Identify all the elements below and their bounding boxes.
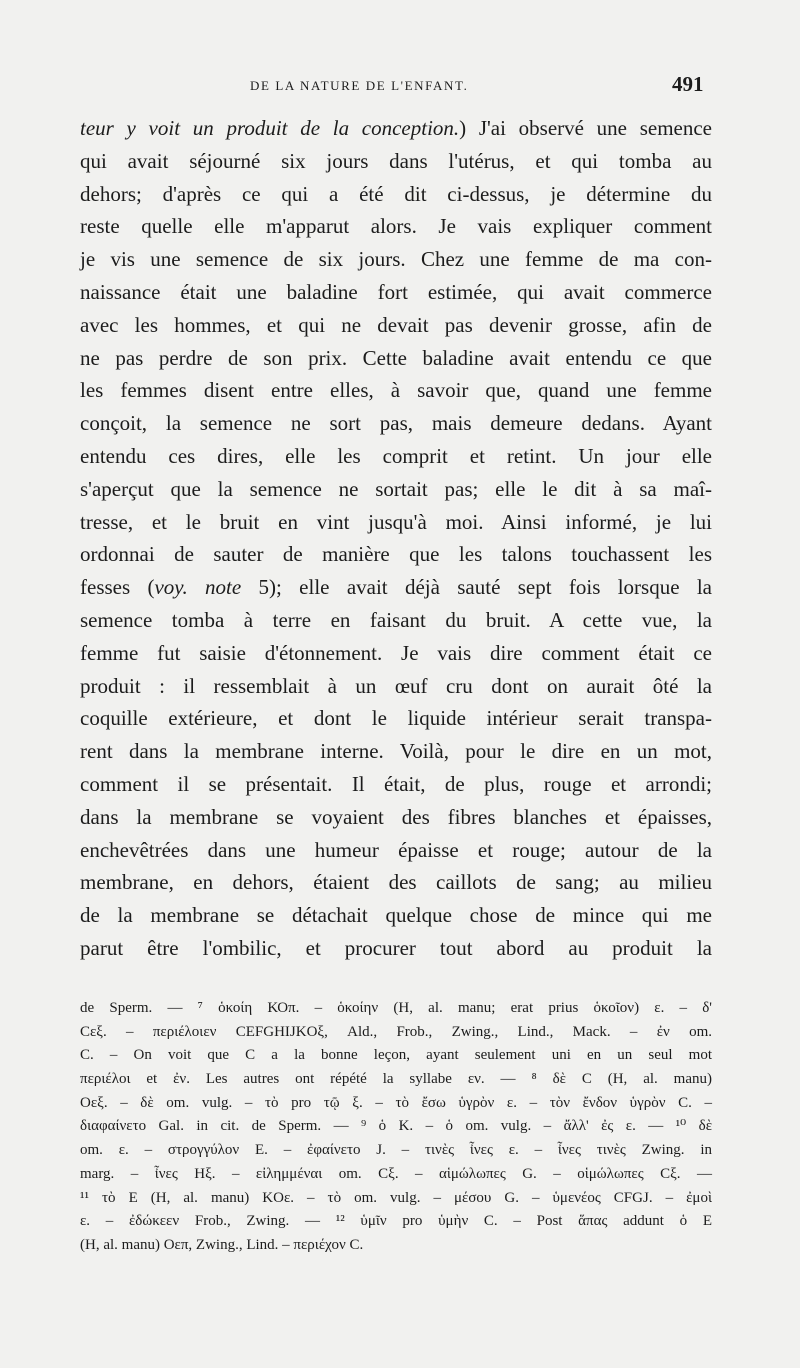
text-line: reste quelle elle m'apparut alors. Je vais expliquer comment	[80, 214, 712, 239]
text-line: avec les hommes, et qui ne devait pas devenir grosse, afin de	[80, 312, 712, 337]
text-line	[80, 571, 712, 604]
text-line: membrane, en dehors, étaient des caillots de sang; au milieu	[80, 870, 712, 895]
footnote-line: ¹¹ τὸ E (H, al. manu) KOε. – τὸ om. vulg. – μέσου G. – ὑμενέος CFGJ. – ἐμοὶ	[80, 1189, 712, 1206]
text-line: coquille extérieure, et dont le liquide intérieur serait transpa-	[80, 706, 712, 731]
text-line: dans la membrane se voyaient des fibres blanches et épaisses,	[80, 804, 712, 829]
footnote-line: ε. – ἐδώκεεν Frob., Zwing. — ¹² ὑμῖν pro ὑμὴν C. – Post ἅπας addunt ὁ E	[80, 1213, 712, 1230]
footnote-line: Cεξ. – περιέλοιεν CEFGHIJKOξ, Ald., Frob., Zwing., Lind., Mack. – ἐν om.	[80, 1023, 712, 1040]
footnote-line: marg. – ἶνες Hξ. – εἰλημμέναι om. Cξ. – αἱμώλωπες G. – οἱμώλωπες Cξ. —	[80, 1165, 712, 1182]
text-line: rent dans la membrane interne. Voilà, pour le dire en un mot,	[80, 739, 712, 764]
text-line: dehors; d'après ce qui a été dit ci-dessus, je détermine du	[80, 181, 712, 206]
text-line: naissance était une baladine fort estimée, qui avait commerce	[80, 279, 712, 304]
footnote-line: de Sperm. — ⁷ ὁκοίη ΚΟπ. – ὁκοίην (H, al. manu; erat prius ὁκοῖον) ε. – δ'	[80, 1000, 712, 1016]
footnote-line: om. ε. – στρογγύλον E. – ἐφαίνετο J. – τινὲς ἶνες ε. – ἶνες τινὲς Zwing. in	[80, 1142, 712, 1159]
text-line: les femmes disent entre elles, à savoir que, quand une femme	[80, 378, 712, 403]
text-line: parut être l'ombilic, et procurer tout abord au produit la	[80, 935, 712, 960]
page-number: 491	[672, 72, 704, 96]
footnote-line: C. – On voit que C a la bonne leçon, ayant seulement uni en un seul mot	[80, 1047, 712, 1064]
text-line: je vis une semence de six jours. Chez une femme de ma con-	[80, 247, 712, 272]
text-line: ne pas perdre de son prix. Cette baladine avait entendu ce que	[80, 345, 712, 370]
line-text: ) J'ai observé une semence	[459, 116, 712, 140]
italic-phrase: teur y voit un produit de la conception.	[80, 116, 460, 140]
main-text	[80, 112, 712, 965]
text-line: de la membrane se détachait quelque chose de mince qui me	[80, 903, 712, 928]
text-line: produit : il ressemblait à un œuf cru dont on aurait ôté la	[80, 673, 712, 698]
text-line: enchevêtrées dans une humeur épaisse et rouge; autour de la	[80, 837, 712, 862]
text-line: ordonnai de sauter de manière que les talons touchassent les	[80, 542, 712, 567]
text-line: comment il se présentait. Il était, de plus, rouge et arrondi;	[80, 771, 712, 796]
footnote-line: διαφαίνετο Gal. in cit. de Sperm. — ⁹ ὁ K. – ὁ om. vulg. – ἄλλ' ἐς ε. — ¹⁰ δὲ	[80, 1118, 712, 1135]
text-line: conçoit, la semence ne sort pas, mais demeure dedans. Ayant	[80, 411, 712, 436]
footnotes	[80, 997, 712, 1258]
text-line: s'aperçut que la semence ne sortait pas; elle le dit à sa maî-	[80, 476, 712, 501]
footnote-line: (H, al. manu) Oεπ, Zwing., Lind. – περιέχον C.	[80, 1236, 364, 1253]
footnote-line: περιέλοι et ἐν. Les autres ont répété la syllabe εν. — ⁸ δὲ C (H, al. manu)	[80, 1071, 712, 1088]
text-line: femme fut saisie d'étonnement. Je vais dire comment était ce	[80, 640, 712, 665]
running-title: DE LA NATURE DE L'ENFANT.	[250, 78, 469, 93]
text-line: qui avait séjourné six jours dans l'utérus, et qui tomba au	[80, 148, 712, 173]
text-line: semence tomba à terre en faisant du bruit. A cette vue, la	[80, 607, 712, 632]
footnote-line: Oεξ. – δὲ om. vulg. – τὸ pro τῷ ξ. – τὸ ἔσω ὑγρὸν ε. – τὸν ἔνδον ὑγρὸν C. –	[80, 1094, 712, 1111]
text-line: entendu ces dires, elle les comprit et retint. Un jour elle	[80, 443, 712, 468]
line-text: 5); elle avait déjà sauté sept fois lorsque la	[241, 575, 712, 600]
italic-phrase: voy. note	[154, 575, 242, 600]
text-line: tresse, et le bruit en vint jusqu'à moi. Ainsi informé, je lui	[80, 509, 712, 534]
text-line	[80, 112, 712, 145]
line-text: fesses (	[80, 575, 155, 600]
